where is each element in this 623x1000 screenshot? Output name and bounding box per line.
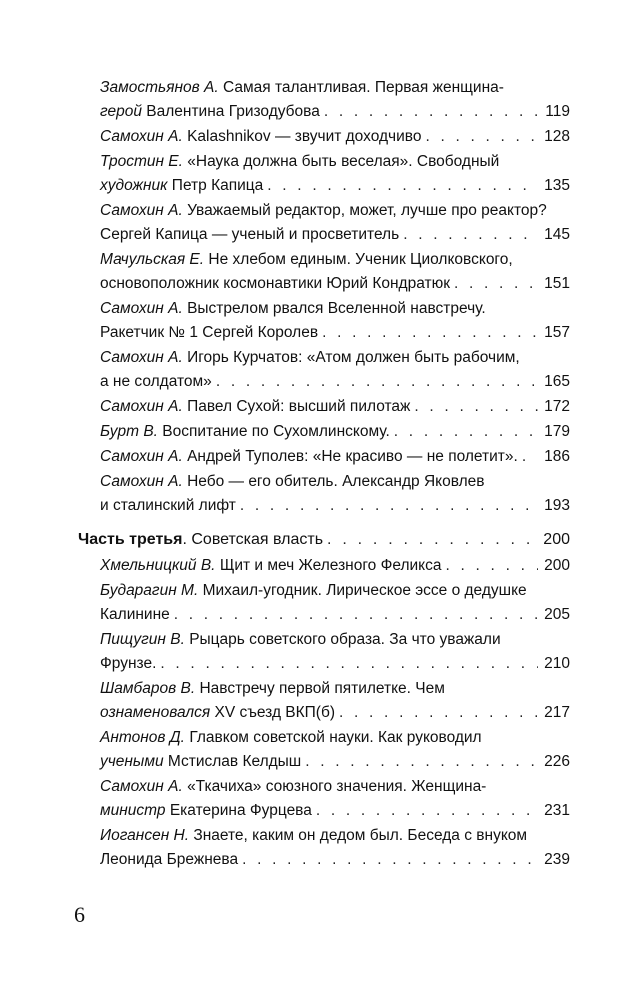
entry-text <box>100 554 442 578</box>
entry-author: Замостьянов А. <box>100 79 219 96</box>
entry-line-1 <box>100 395 570 419</box>
entry-author: Самохин А. <box>100 128 183 145</box>
entry-title: Игорь Курчатов: «Атом должен быть рабочим, <box>187 349 520 366</box>
entry-text <box>100 248 513 272</box>
entry-page-number: 151 <box>544 275 570 292</box>
entry-page-number: 145 <box>544 226 570 243</box>
entry-title-continued: Сергей Капица — ученый и просветитель <box>100 226 400 243</box>
toc-entry <box>78 150 570 198</box>
entry-line-2 <box>100 848 570 872</box>
entry-line-1 <box>100 628 570 652</box>
entry-page-number: 193 <box>544 497 570 514</box>
entry-title: Знаете, каким он дедом был. Беседа с внуком <box>193 827 528 844</box>
entry-page-number: 119 <box>545 103 570 120</box>
leader-dots <box>216 370 538 394</box>
toc-entry <box>78 775 570 823</box>
entry-title: Главком советской науки. Как руководил <box>189 729 482 746</box>
leader-dots <box>160 652 538 676</box>
entry-page-number: 157 <box>544 324 570 341</box>
entry-page-number: 231 <box>544 802 570 819</box>
entry-text-continued <box>100 321 318 345</box>
toc-entry <box>78 726 570 774</box>
entry-line-1 <box>100 420 570 444</box>
entry-line-1 <box>100 248 570 272</box>
entry-line-1 <box>100 125 570 149</box>
entry-text-continued <box>100 750 301 774</box>
entry-title-continued: Леонида Брежнева <box>100 851 239 868</box>
entry-title: Kalashnikov — звучит доходчиво <box>187 128 422 145</box>
entry-title: Щит и меч Железного Феликса <box>219 557 442 574</box>
entry-author: Самохин А. <box>100 473 183 490</box>
entry-text <box>100 677 445 701</box>
entry-line-1 <box>100 677 570 701</box>
entry-line-2 <box>100 750 570 774</box>
entry-text <box>100 470 485 494</box>
leader-dots <box>305 750 538 774</box>
entry-page-number: 179 <box>544 423 570 440</box>
entry-line-1 <box>100 726 570 750</box>
part-heading <box>78 528 570 552</box>
entry-title-continued: а не солдатом» <box>100 373 212 390</box>
toc-entry <box>78 346 570 394</box>
entry-author: Шамбаров В. <box>100 680 196 697</box>
entry-author: Самохин А. <box>100 202 183 219</box>
entry-line-2 <box>100 100 570 124</box>
entry-text-continued <box>100 701 335 725</box>
entry-author: Иогансен Н. <box>100 827 190 844</box>
entry-line-1 <box>100 445 570 469</box>
entry-line-1 <box>100 775 570 799</box>
entry-title: Навстречу первой пятилетке. Чем <box>199 680 445 697</box>
toc-section-after <box>78 554 570 872</box>
toc-entry <box>78 199 570 247</box>
entry-title: Небо — его обитель. Александр Яковлев <box>187 473 485 490</box>
entry-title-continued: XV съезд ВКП(б) <box>214 704 336 721</box>
entry-text <box>100 628 501 652</box>
toc-entry <box>78 824 570 872</box>
toc-entry <box>78 579 570 627</box>
entry-page-number: 226 <box>544 753 570 770</box>
entry-author: Бударагин М. <box>100 582 199 599</box>
entry-text <box>100 445 518 469</box>
entry-page-number: 239 <box>544 851 570 868</box>
entry-title: «Ткачиха» союзного значения. Женщина- <box>187 778 487 795</box>
entry-title: Андрей Туполев: «Не красиво — не полетит». <box>187 448 518 465</box>
entry-text-continued <box>100 603 170 627</box>
leader-dots <box>339 701 538 725</box>
entry-line-1 <box>100 297 570 321</box>
entry-author: Самохин А. <box>100 349 183 366</box>
entry-line-1 <box>100 470 570 494</box>
entry-text-continued <box>100 494 236 518</box>
entry-text <box>100 346 520 370</box>
entry-title-italic: ознаменовался <box>100 704 211 721</box>
entry-line-1 <box>100 346 570 370</box>
toc-entry <box>78 297 570 345</box>
entry-page-number: 128 <box>544 128 570 145</box>
entry-page-number: 205 <box>544 606 570 623</box>
toc-entry <box>78 445 570 469</box>
entry-title: «Наука должна быть веселая». Свободный <box>187 153 500 170</box>
entry-page-number: 186 <box>544 448 570 465</box>
entry-text <box>100 824 527 848</box>
toc-entry <box>78 125 570 149</box>
entry-text <box>100 775 486 799</box>
leader-dots <box>174 603 538 627</box>
entry-title-continued: Петр Капица <box>171 177 264 194</box>
entry-page-number: 200 <box>544 557 570 574</box>
entry-author: Самохин А. <box>100 448 183 465</box>
entry-line-1 <box>100 579 570 603</box>
toc-entry <box>78 248 570 296</box>
entry-line-2 <box>100 321 570 345</box>
entry-line-2 <box>100 174 570 198</box>
entry-text <box>100 76 504 100</box>
page-folio: 6 <box>74 902 85 927</box>
leader-dots <box>414 395 538 419</box>
leader-dots <box>240 494 538 518</box>
entry-title-continued: Калинине <box>100 606 170 623</box>
leader-dots <box>403 223 538 247</box>
entry-title: Самая талантливая. Первая женщина- <box>222 79 504 96</box>
toc-entry <box>78 554 570 578</box>
entry-title: Воспитание по Сухомлинскому. <box>162 423 390 440</box>
entry-text <box>100 199 547 223</box>
entry-line-2 <box>100 799 570 823</box>
entry-author: Самохин А. <box>100 778 183 795</box>
entry-line-2 <box>100 223 570 247</box>
entry-author: Тростин Е. <box>100 153 183 170</box>
entry-page-number: 172 <box>544 398 570 415</box>
entry-title-continued: основоположник космонавтики Юрий Кондратюк <box>100 275 450 292</box>
entry-text <box>100 420 390 444</box>
entry-text <box>100 150 499 174</box>
entry-author: Мачульская Е. <box>100 251 205 268</box>
entry-title: Павел Сухой: высший пилотаж <box>187 398 411 415</box>
leader-dots <box>267 174 538 198</box>
toc-entry <box>78 470 570 518</box>
entry-text-continued <box>100 652 156 676</box>
entry-title: Рыцарь советского образа. За что уважали <box>189 631 501 648</box>
entry-title-italic: учеными <box>100 753 164 770</box>
entry-line-1 <box>100 199 570 223</box>
entry-text <box>100 395 410 419</box>
entry-line-2 <box>100 701 570 725</box>
part-page-number: 200 <box>543 531 570 548</box>
entry-title-continued: Фрунзе. <box>100 655 157 672</box>
entry-title-continued: Мстислав Келдыш <box>167 753 302 770</box>
entry-line-1 <box>100 76 570 100</box>
entry-title-italic: министр <box>100 802 166 819</box>
table-of-contents <box>78 76 570 873</box>
entry-line-2 <box>100 494 570 518</box>
entry-title-italic: герой <box>100 103 142 120</box>
toc-section-before <box>78 76 570 518</box>
entry-author: Бурт В. <box>100 423 158 440</box>
leader-dots <box>446 554 539 578</box>
entry-title-continued: Екатерина Фурцева <box>169 802 312 819</box>
entry-page-number: 135 <box>544 177 570 194</box>
toc-entry <box>78 395 570 419</box>
entry-author: Самохин А. <box>100 300 183 317</box>
toc-entry <box>78 677 570 725</box>
entry-title: Не хлебом единым. Ученик Циолковского, <box>208 251 513 268</box>
entry-text-continued <box>100 174 263 198</box>
entry-text-continued <box>100 100 320 124</box>
toc-entry <box>78 76 570 124</box>
entry-title-continued: Валентина Гризодубова <box>146 103 320 120</box>
entry-line-2 <box>100 603 570 627</box>
entry-text-continued <box>100 799 312 823</box>
entry-text <box>100 726 482 750</box>
entry-title-continued: и сталинский лифт <box>100 497 236 514</box>
leader-dots <box>327 528 537 552</box>
entry-title-continued: Ракетчик № 1 Сергей Королев <box>100 324 319 341</box>
entry-line-2 <box>100 272 570 296</box>
leader-dots <box>394 420 538 444</box>
leader-dots <box>324 100 539 124</box>
entry-title: Михаил-угодник. Лирическое эссе о дедушке <box>202 582 527 599</box>
entry-title-italic: художник <box>100 177 168 194</box>
entry-title: Выстрелом рвался Вселенной навстречу. <box>187 300 486 317</box>
part-title: . Советская власть <box>182 531 324 548</box>
leader-dots <box>522 445 538 469</box>
part-label: Часть третья <box>78 531 183 548</box>
entry-text <box>100 297 486 321</box>
part-line <box>78 528 570 552</box>
entry-page-number: 217 <box>544 704 570 721</box>
entry-text-continued <box>100 370 212 394</box>
entry-page-number: 210 <box>544 655 570 672</box>
entry-text-continued <box>100 272 450 296</box>
entry-line-1 <box>100 554 570 578</box>
entry-text-continued <box>100 223 399 247</box>
entry-author: Пищугин В. <box>100 631 185 648</box>
toc-entry <box>78 628 570 676</box>
entry-line-1 <box>100 150 570 174</box>
entry-text <box>100 579 527 603</box>
leader-dots <box>454 272 538 296</box>
toc-entry <box>78 420 570 444</box>
entry-line-1 <box>100 824 570 848</box>
leader-dots <box>322 321 538 345</box>
leader-dots <box>242 848 538 872</box>
entry-author: Хмельницкий В. <box>100 557 216 574</box>
entry-text-continued <box>100 848 238 872</box>
entry-line-2 <box>100 652 570 676</box>
entry-text <box>100 125 421 149</box>
entry-author: Самохин А. <box>100 398 183 415</box>
entry-page-number: 165 <box>544 373 570 390</box>
leader-dots <box>425 125 538 149</box>
entry-title: Уважаемый редактор, может, лучше про реактор? <box>187 202 547 219</box>
entry-line-2 <box>100 370 570 394</box>
entry-author: Антонов Д. <box>100 729 185 746</box>
leader-dots <box>316 799 538 823</box>
